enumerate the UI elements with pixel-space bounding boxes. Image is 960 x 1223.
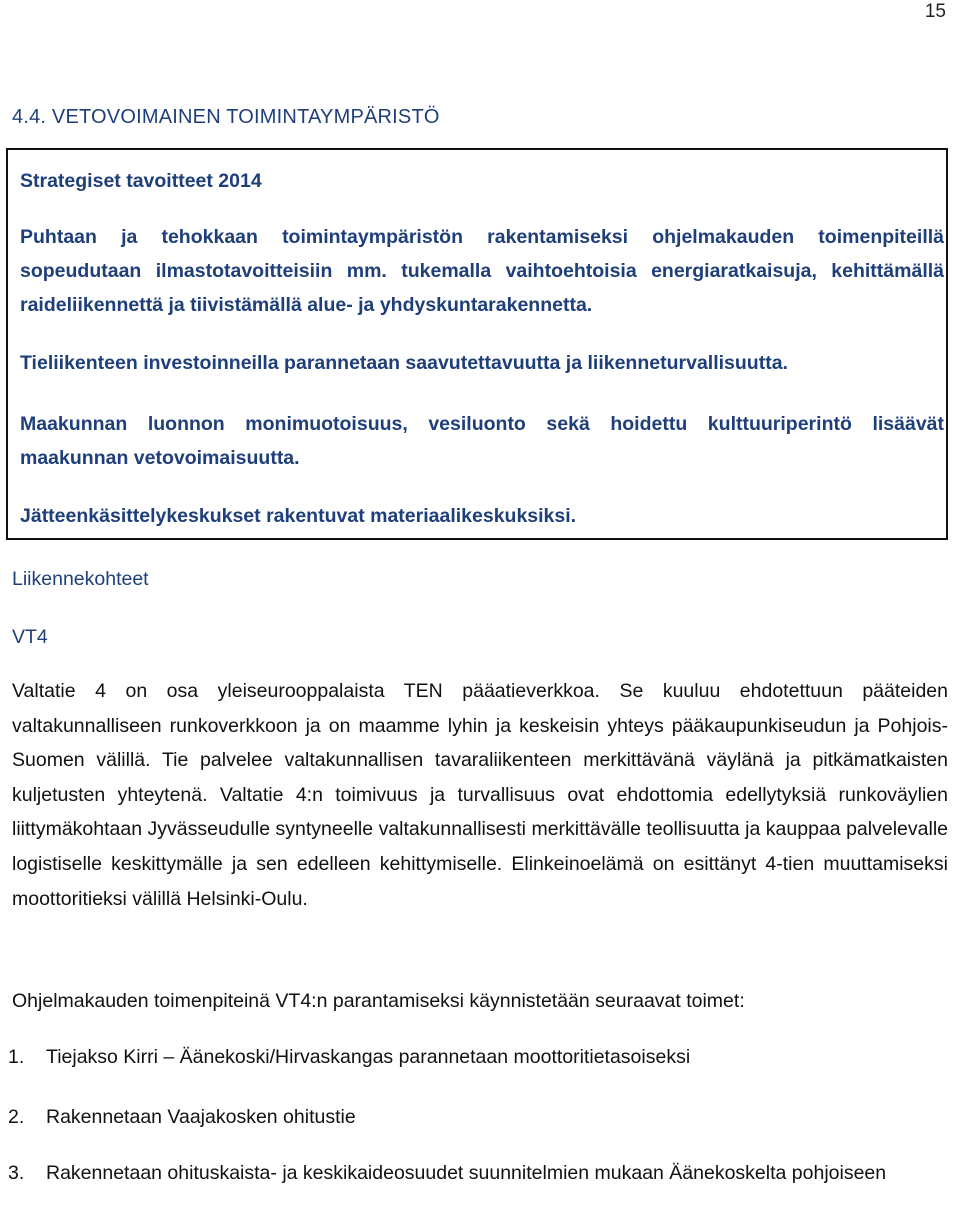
goals-paragraph-3: Maakunnan luonnon monimuotoisuus, vesiluonto sekä hoidettu kulttuuriperintö lisäävät maakunnan vetovoimaisuutta.	[20, 413, 944, 469]
goals-paragraph-4: Jätteenkäsittelykeskukset rakentuvat materiaalikeskuksiksi.	[20, 505, 577, 527]
list-item-text: Rakennetaan Vaajakosken ohitustie	[46, 1106, 356, 1128]
road-heading: VT4	[12, 626, 48, 648]
list-item-number: 1.	[8, 1046, 25, 1068]
page-number: 15	[924, 1, 946, 22]
traffic-heading: Liikennekohteet	[12, 568, 149, 590]
goals-paragraph-1: Puhtaan ja tehokkaan toimintaympäristön rakentamiseksi ohjelmakauden toimenpiteillä sopeudutaan ilmastotavoitteisiin mm. tukemalla vaihtoehtoisia energiaratkaisuja, kehittämällä raideliikennettä ja tiivistämällä alue- ja yhdyskuntarakennetta.	[20, 226, 944, 316]
list-item-number: 2.	[8, 1106, 25, 1128]
strategic-goals-box	[6, 148, 948, 540]
goals-heading: Strategiset tavoitteet 2014	[20, 170, 262, 192]
road-description: Valtatie 4 on osa yleiseurooppalaista TEN pääatieverkkoa. Se kuuluu ehdotettuun pääteiden valtakunnalliseen runkoverkkoon ja on maamme lyhin ja keskeisin yhteys pääkaupunkiseudun ja Pohjois-Suomen välillä. Tie palvelee valtakunnallisen tavaraliikenteen merkittävänä väylänä ja pitkämatkaisten kuljetusten yhteytenä. Valtatie 4:n toimivuus ja turvallisuus ovat ehdottomia edellytyksiä runkoväylien liittymäkohtaan Jyvässeudulle syntyneelle valtakunnallisesti merkittävälle teollisuutta ja kauppaa palvelevalle logistiselle keskittymälle ja sen edelleen kehittymiselle. Elinkeinoelämä on esittänyt 4-tien muuttamiseksi moottoritieksi välillä Helsinki-Oulu.	[12, 680, 948, 910]
goals-paragraph-2: Tieliikenteen investoinneilla parannetaan saavutettavuutta ja liikenneturvallisuutta.	[20, 352, 788, 374]
list-item-text: Tiejakso Kirri – Äänekoski/Hirvaskangas parannetaan moottoritietasoiseksi	[46, 1046, 691, 1068]
list-item	[8, 1100, 948, 1134]
list-item-text: Rakennetaan ohituskaista- ja keskikaideosuudet suunnitelmien mukaan Äänekoskelta pohjoiseen	[46, 1162, 887, 1184]
actions-intro: Ohjelmakauden toimenpiteinä VT4:n parantamiseksi käynnistetään seuraavat toimet:	[12, 990, 745, 1012]
list-item	[8, 1156, 948, 1190]
list-item	[8, 1040, 948, 1074]
list-item-number: 3.	[8, 1162, 25, 1184]
section-title: 4.4. VETOVOIMAINEN TOIMINTAYMPÄRISTÖ	[12, 106, 440, 128]
